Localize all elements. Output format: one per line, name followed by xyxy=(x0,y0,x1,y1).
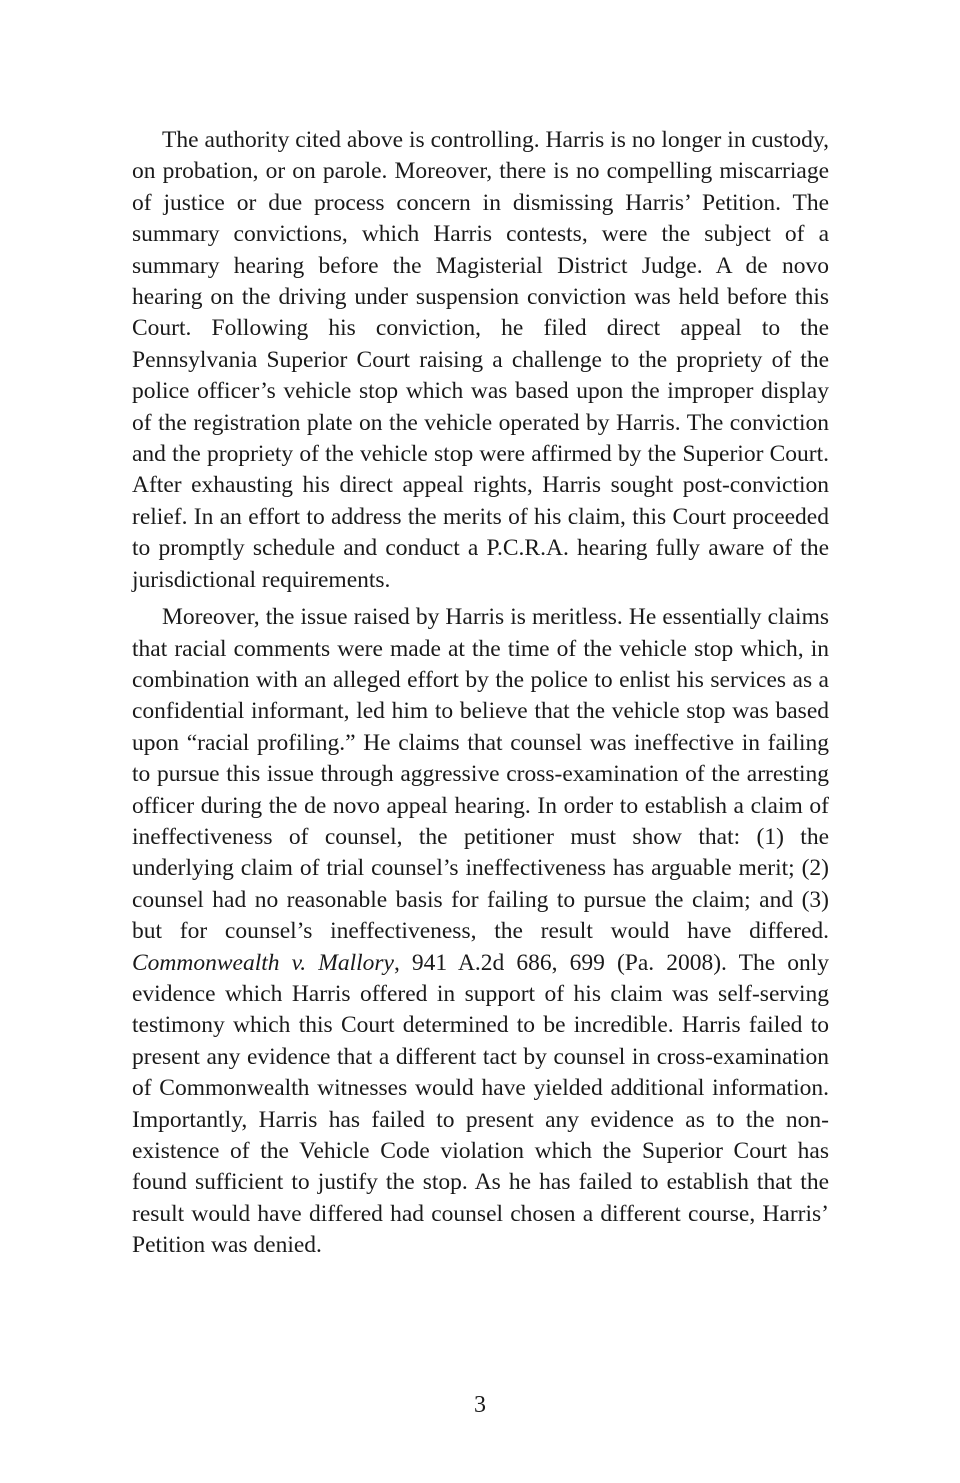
merits-text-before-citation: Moreover, the issue raised by Harris is meritless. He essentially claims that racial comments were made at the time of the vehicle stop which, in combination with an alleged effort by the police to enlist his services as a confidential informant, led him to believe that the vehicle stop was based upon “racial profiling.” He claims that counsel was ineffective in failing to pursue this issue through aggressive cross-examination of the arresting officer during the de novo appeal hearing. In order to establish a claim of ineffectiveness of counsel, the petitioner must show that: (1) the underlying claim of trial counsel’s ineffectiveness has arguable merit; (2) counsel had no reasonable basis for failing to pursue the claim; and (3) but for counsel’s ineffectiveness, the result would have differed. xyxy=(132,604,829,945)
document-body xyxy=(132,125,829,1268)
page-number: 3 xyxy=(474,1392,486,1418)
merits-text-after-citation: , 941 A.2d 686, 699 (Pa. 2008). The only evidence which Harris offered in support of his claim was self-serving testimony which this Court determined to be incredible. Harris failed to present any evidence that a different tact by counsel in cross-examination of Commonwealth witnesses would have yielded additional information. Importantly, Harris has failed to present any evidence as to the non-existence of the Vehicle Code violation which the Superior Court has found sufficient to justify the stop. As he has failed to establish that the result would have differed had counsel chosen a different course, Harris’ Petition was denied. xyxy=(132,949,829,1259)
paragraph-merits xyxy=(132,602,829,1262)
paragraph-jurisdiction: The authority cited above is controlling. Harris is no longer in custody, on probation, or on parole. Moreover, there is no compelling miscarriage of justice or due process concern in dismissing Harris’ Petition. The summary convictions, which Harris contests, were the subject of a summary hearing before the Magisterial District Judge. A de novo hearing on the driving under suspension conviction was held before this Court. Following his conviction, he filed direct appeal to the Pennsylvania Superior Court raising a challenge to the propriety of the police officer’s vehicle stop which was based upon the improper display of the registration plate on the vehicle operated by Harris. The conviction and the propriety of the vehicle stop were affirmed by the Superior Court. After exhausting his direct appeal rights, Harris sought post-conviction relief. In an effort to address the merits of his claim, this Court proceeded to promptly schedule and conduct a P.C.R.A. hearing fully aware of the jurisdictional requirements. xyxy=(132,127,829,593)
case-citation: Commonwealth v. Mallory xyxy=(132,949,394,976)
